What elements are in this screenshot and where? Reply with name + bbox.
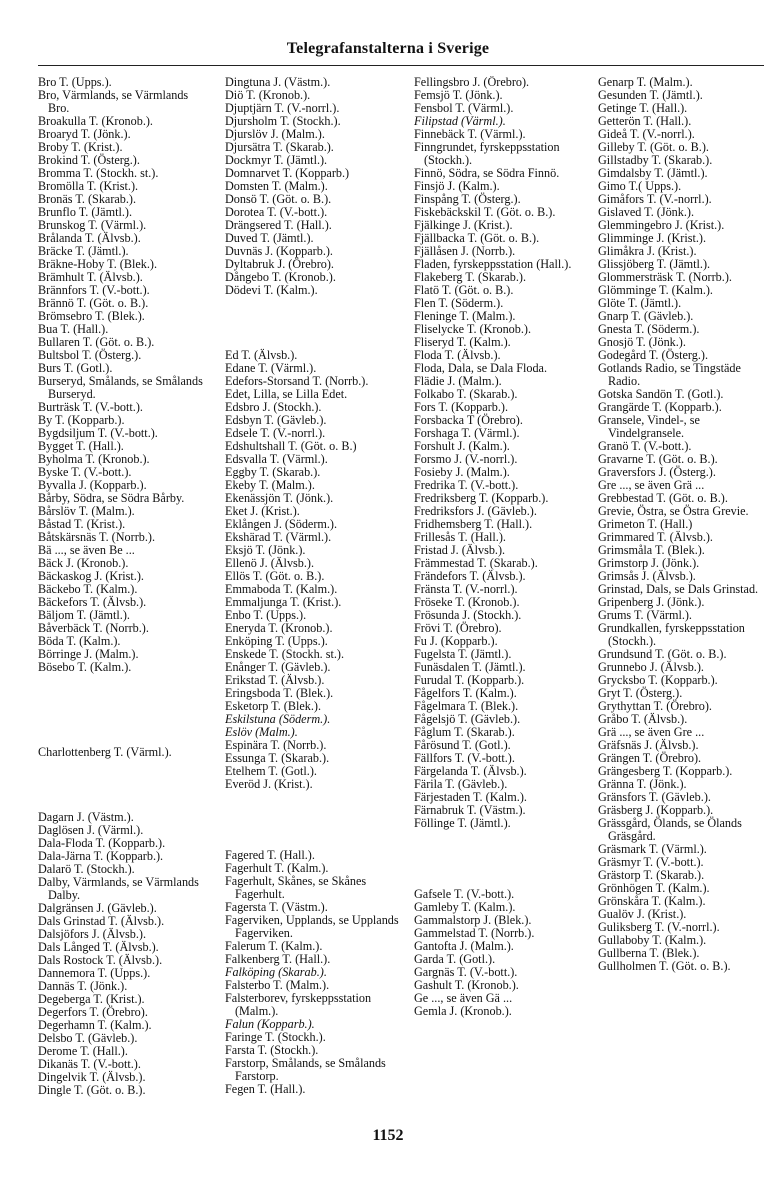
directory-entry: Dikanäs T. (V.-bott.). — [38, 1057, 141, 1071]
directory-entry: Gransele, Vindel-, se Vindelgransele. — [598, 413, 700, 440]
directory-entry: Dångebo T. (Kronob.). — [225, 270, 336, 284]
directory-entry: Fosieby J. (Malm.). — [414, 465, 510, 479]
directory-entry: Bua T. (Hall.). — [38, 322, 109, 336]
directory-entry: Dorotea T. (V.-bott.). — [225, 205, 328, 219]
directory-entry: Fagerviken, Upplands, se Upplands Fagerviken. — [225, 913, 399, 940]
directory-entry: Graversfors J. (Österg.). — [598, 465, 716, 479]
directory-entry: Grimstorp J. (Jönk.). — [598, 556, 700, 570]
directory-entry: Dalby, Värmlands, se Värmlands Dalby. — [38, 875, 199, 902]
directory-entry: Grangärde T. (Kopparb.). — [598, 400, 722, 414]
column-4 — [598, 76, 766, 1156]
directory-entry: Degerfors T. (Örebro). — [38, 1005, 148, 1019]
directory-entry: Fladen, fyrskeppsstation (Hall.). — [414, 257, 572, 271]
directory-entry: Bäljom T. (Jämtl.). — [38, 608, 130, 622]
directory-entry: Glöte T. (Jämtl.). — [598, 296, 682, 310]
page-title: Telegrafanstalterna i Sverige — [286, 40, 490, 57]
directory-entry: Farstorp, Smålands, se Smålands Farstorp. — [225, 1056, 386, 1083]
directory-entry: Bä ..., se även Be ... — [38, 543, 135, 557]
directory-entry: Floda, Dala, se Dala Floda. — [414, 361, 548, 375]
directory-entry: Burs T. (Gotl.). — [38, 361, 113, 375]
directory-entry: Bullaren T. (Göt. o. B.). — [38, 335, 155, 349]
directory-entry: Gre ..., se även Grä ... — [598, 478, 705, 492]
directory-entry: Grunnebo J. (Älvsb.). — [598, 660, 704, 674]
directory-entry: Gilleby T. (Göt. o. B.). — [598, 140, 709, 154]
directory-entry: Båtskärsnäs T. (Norrb.). — [38, 530, 155, 544]
directory-entry: Bro, Värmlands, se Värmlands Bro. — [38, 88, 189, 115]
directory-entry: Brännö T. (Göt. o. B.). — [38, 296, 149, 310]
directory-entry: Gnosjö T. (Jönk.). — [598, 335, 686, 349]
directory-entry: Grängesberg T. (Kopparb.). — [598, 764, 733, 778]
directory-entry: Charlottenberg T. (Värml.). — [38, 745, 172, 759]
directory-entry: Gullberna T. (Blek.). — [598, 946, 700, 960]
directory-entry: Byholma T. (Kronob.). — [38, 452, 150, 466]
directory-entry: Gillstadby T. (Skarab.). — [598, 153, 713, 167]
directory-entry: Båverbäck T. (Norrb.). — [38, 621, 149, 635]
directory-entry: Gråbo T. (Älvsb.). — [598, 712, 688, 726]
directory-entry: Fagered T. (Hall.). — [225, 848, 315, 862]
directory-entry: Fränsta T. (V.-norrl.). — [414, 582, 518, 596]
header-rule — [38, 65, 764, 66]
directory-entry: Gnesta T. (Söderm.). — [598, 322, 700, 336]
directory-entry: Gemla J. (Kronob.). — [414, 1004, 512, 1018]
directory-entry: Grums T. (Värml.). — [598, 608, 692, 622]
directory-entry: Föllinge T. (Jämtl.). — [414, 816, 511, 830]
directory-entry: Domnarvet T. (Kopparb.) — [225, 166, 350, 180]
directory-entry: Duvnäs J. (Kopparb.). — [225, 244, 333, 258]
directory-entry: Gräsberg J. (Kopparb.). — [598, 803, 714, 817]
directory-entry: Fredriksfors J. (Gävleb.). — [414, 504, 537, 518]
directory-entry: Falsterborev, fyrskeppsstation (Malm.). — [225, 991, 372, 1018]
directory-entry: Ekshärad T. (Värml.). — [225, 530, 332, 544]
directory-entry: Fegen T. (Hall.). — [225, 1082, 306, 1096]
directory-entry: Bro T. (Upps.). — [38, 76, 112, 89]
directory-entry: Fårösund T. (Gotl.). — [414, 738, 511, 752]
directory-entry: Dingle T. (Göt. o. B.). — [38, 1083, 146, 1097]
directory-entry: Edsbyn T. (Gävleb.). — [225, 413, 327, 427]
directory-entry: Gafsele T. (V.-bott.). — [414, 887, 515, 901]
directory-entry: Bygdsiljum T. (V.-bott.). — [38, 426, 158, 440]
directory-entry: Delsbo T. (Gävleb.). — [38, 1031, 138, 1045]
directory-entry: Bygget T. (Hall.). — [38, 439, 124, 453]
directory-entry: Edefors-Storsand T. (Norrb.). — [225, 374, 369, 388]
directory-entry: Dannemora T. (Upps.). — [38, 966, 151, 980]
directory-entry: Grä ..., se även Gre ... — [598, 725, 705, 739]
directory-entry: Fellingsbro J. (Örebro). — [414, 76, 530, 89]
directory-entry: Gimåfors T. (V.-norrl.). — [598, 192, 712, 206]
directory-entry: Grästorp T. (Skarab.). — [598, 868, 705, 882]
directory-entry: Dyltabruk J. (Örebro). — [225, 257, 334, 271]
directory-entry: Färnabruk T. (Västm.). — [414, 803, 526, 817]
directory-entry: Eneryda T. (Kronob.). — [225, 621, 333, 635]
directory-entry: Flakeberg T. (Skarab.). — [414, 270, 527, 284]
directory-entry: Bäckefors T. (Älvsb.). — [38, 595, 147, 609]
directory-entry: Eksjö T. (Jönk.). — [225, 543, 306, 557]
directory-entry: Brännfors T. (V.-bott.). — [38, 283, 150, 297]
directory-entry: Bromölla T. (Krist.). — [38, 179, 139, 193]
directory-entry: Floda T. (Älvsb.). — [414, 348, 501, 362]
directory-entry: Gislaved T. (Jönk.). — [598, 205, 695, 219]
directory-entry: Espinära T. (Norrb.). — [225, 738, 327, 752]
directory-entry: Donsö T. (Göt. o. B.). — [225, 192, 332, 206]
directory-entry: Bårslöv T. (Malm.). — [38, 504, 135, 518]
directory-entry: Falerum T. (Kalm.). — [225, 939, 323, 953]
directory-entry: Färjestaden T. (Kalm.). — [414, 790, 527, 804]
directory-entry: Bårby, Södra, se Södra Bårby. — [38, 491, 185, 505]
directory-entry: Grimsås J. (Älvsb.). — [598, 569, 696, 583]
directory-entry: Farsta T. (Stockh.). — [225, 1043, 319, 1057]
directory-entry: Essunga T. (Skarab.). — [225, 751, 330, 765]
directory-entry: Emmaljunga T. (Krist.). — [225, 595, 342, 609]
directory-entry: Dagarn J. (Västm.). — [38, 810, 134, 824]
directory-entry: Frillesås T. (Hall.). — [414, 530, 506, 544]
directory-entry: Eklången J. (Söderm.). — [225, 517, 338, 531]
directory-entry: Brunskog T. (Värml.). — [38, 218, 147, 232]
directory-entry: Grimsmåla T. (Blek.). — [598, 543, 705, 557]
directory-entry: Fåglum T. (Skarab.). — [414, 725, 515, 739]
directory-entry: Fensbol T. (Värml.). — [414, 101, 514, 115]
directory-entry: Fredriksberg T. (Kopparb.). — [414, 491, 549, 505]
directory-entry: Glemmingebro J. (Krist.). — [598, 218, 725, 232]
directory-entry: Djursätra T. (Skarab.). — [225, 140, 334, 154]
directory-entry: Bräkne-Hoby T. (Blek.). — [38, 257, 158, 271]
directory-entry: Brömsebro T. (Blek.). — [38, 309, 145, 323]
directory-entry: Grundkallen, fyrskeppsstation (Stockh.). — [598, 621, 745, 648]
directory-entry: Frösunda J. (Stockh.). — [414, 608, 522, 622]
directory-entry: Dalgränsen J. (Gävleb.). — [38, 901, 157, 915]
directory-entry: Grebbestad T. (Göt. o. B.). — [598, 491, 728, 505]
column-3 — [414, 76, 584, 1156]
directory-entry: Falköping (Skarab.). — [225, 965, 327, 979]
directory-entry: Eggby T. (Skarab.). — [225, 465, 321, 479]
directory-entry: Femsjö T. (Jönk.). — [414, 88, 503, 102]
directory-entry: Bromma T. (Stockh. st.). — [38, 166, 159, 180]
directory-entry: Burträsk T. (V.-bott.). — [38, 400, 143, 414]
directory-entry: Eskilstuna (Söderm.). — [225, 712, 331, 726]
directory-entry: Finsjö J. (Kalm.). — [414, 179, 500, 193]
directory-entry: Fröseke T. (Kronob.). — [414, 595, 520, 609]
directory-entry: Grimeton T. (Hall.) — [598, 517, 693, 531]
directory-entry: Eslöv (Malm.). — [225, 725, 298, 739]
directory-entry: Getterön T. (Hall.). — [598, 114, 692, 128]
directory-entry: Gryt T. (Österg.). — [598, 686, 683, 700]
directory-entry: Dala-Järna T. (Kopparb.). — [38, 849, 164, 863]
page-number: 1152 — [372, 1127, 404, 1144]
directory-entry: Forshult J. (Kalm.). — [414, 439, 510, 453]
directory-entry: Genarp T. (Malm.). — [598, 76, 693, 89]
directory-entry: Fjälkinge J. (Krist.). — [414, 218, 513, 232]
directory-entry: Fagerhult T. (Kalm.). — [225, 861, 329, 875]
directory-entry: Grönhögen T. (Kalm.). — [598, 881, 710, 895]
directory-entry: Broby T. (Krist.). — [38, 140, 123, 154]
directory-entry: Gammalstorp J. (Blek.). — [414, 913, 532, 927]
directory-entry: Enskede T. (Stockh. st.). — [225, 647, 345, 661]
directory-entry: Byvalla J. (Kopparb.). — [38, 478, 147, 492]
column-2 — [225, 76, 400, 1156]
directory-entry: Gimo T.( Upps.). — [598, 179, 682, 193]
directory-entry: Ekenässjön T. (Jönk.). — [225, 491, 334, 505]
directory-entry: Dingelvik T. (Älvsb.). — [38, 1070, 146, 1084]
directory-entry: Finspång T. (Österg.). — [414, 192, 521, 206]
directory-entry: Gräfsnäs J. (Älvsb.). — [598, 738, 699, 752]
directory-entry: Fleninge T. (Malm.). — [414, 309, 516, 323]
directory-entry: Gotska Sandön T. (Gotl.). — [598, 387, 724, 401]
directory-entry: Eringsboda T. (Blek.). — [225, 686, 334, 700]
directory-entry: Fågelfors T. (Kalm.). — [414, 686, 517, 700]
directory-entry: Gashult T. (Kronob.). — [414, 978, 519, 992]
directory-entry: Ekeby T. (Malm.). — [225, 478, 315, 492]
directory-entry: Enbo T. (Upps.). — [225, 608, 307, 622]
directory-entry: Dals Långed T. (Älvsb.). — [38, 940, 159, 954]
directory-entry: Bronäs T. (Skarab.). — [38, 192, 137, 206]
directory-entry: Fagersta T. (Västm.). — [225, 900, 328, 914]
directory-entry: Frändefors T. (Älvsb.). — [414, 569, 526, 583]
directory-entry: Dala-Floda T. (Kopparb.). — [38, 836, 166, 850]
directory-entry: Gullaboby T. (Kalm.). — [598, 933, 707, 947]
directory-entry: Ellenö J. (Älvsb.). — [225, 556, 315, 570]
directory-entry: Falun (Kopparb.). — [225, 1017, 315, 1031]
directory-entry: Finnebäck T. (Värml.). — [414, 127, 526, 141]
directory-entry: Bäck J. (Kronob.). — [38, 556, 129, 570]
directory-entry: Edane T. (Värml.). — [225, 361, 317, 375]
directory-entry: Fu J. (Kopparb.). — [414, 634, 498, 648]
directory-entry: Eket J. (Krist.). — [225, 504, 300, 518]
directory-entry: Ellös T. (Göt. o. B.). — [225, 569, 325, 583]
directory-entry: Dingtuna J. (Västm.). — [225, 76, 331, 89]
directory-entry: Fugelsta T. (Jämtl.). — [414, 647, 512, 661]
directory-entry: Filipstad (Värml.). — [414, 114, 506, 128]
directory-entry: Degerhamn T. (Kalm.). — [38, 1018, 152, 1032]
directory-entry: Esketorp T. (Blek.). — [225, 699, 322, 713]
directory-entry: Finngrundet, fyrskeppsstation (Stockh.). — [414, 140, 560, 167]
directory-entry: Gravarne T. (Göt. o. B.). — [598, 452, 718, 466]
directory-entry: Glimåkra J. (Krist.). — [598, 244, 697, 258]
directory-entry: Båstad T. (Krist.). — [38, 517, 126, 531]
directory-entry: Glimminge J. (Krist.). — [598, 231, 706, 245]
directory-entry: Färila T. (Gävleb.). — [414, 777, 508, 791]
directory-entry: Grevie, Östra, se Östra Grevie. — [598, 504, 749, 518]
directory-entry: Dalsjöfors J. (Älvsb.). — [38, 927, 146, 941]
directory-entry: Grundsund T. (Göt. o. B.). — [598, 647, 727, 661]
directory-entry: Domsten T. (Malm.). — [225, 179, 328, 193]
directory-entry: Gargnäs T. (V.-bott.). — [414, 965, 518, 979]
column-1 — [38, 76, 208, 1156]
directory-entry: Broaryd T. (Jönk.). — [38, 127, 131, 141]
directory-entry: Faringe T. (Stockh.). — [225, 1030, 326, 1044]
directory-entry: Enånger T. (Gävleb.). — [225, 660, 331, 674]
directory-entry: Garda T. (Gotl.). — [414, 952, 496, 966]
directory-entry: Funäsdalen T. (Jämtl.). — [414, 660, 526, 674]
directory-entry: Brokind T. (Österg.). — [38, 153, 140, 167]
directory-entry: Grönskåra T. (Kalm.). — [598, 894, 706, 908]
directory-entry: Brunflo T. (Jämtl.). — [38, 205, 132, 219]
directory-entry: Grässgård, Ölands, se Ölands Gräsgård. — [598, 816, 742, 843]
directory-entry: Forsbacka T (Örebro). — [414, 413, 523, 427]
directory-entry: Gullholmen T. (Göt. o. B.). — [598, 959, 731, 973]
directory-entry: Gripenberg J. (Jönk.). — [598, 595, 705, 609]
directory-entry: Djurslöv J. (Malm.). — [225, 127, 325, 141]
directory-entry: Gimdalsby T. (Jämtl.). — [598, 166, 708, 180]
directory-entry: Flädie J. (Malm.). — [414, 374, 502, 388]
directory-entry: Derome T. (Hall.). — [38, 1044, 128, 1058]
directory-entry: Fiskebäckskil T. (Göt. o. B.). — [414, 205, 556, 219]
directory-entry: Dalarö T. (Stockh.). — [38, 862, 135, 876]
directory-entry: Dals Grinstad T. (Älvsb.). — [38, 914, 165, 928]
directory-entry: Gräsmark T. (Värml.). — [598, 842, 707, 856]
directory-entry: Bäckaskog J. (Krist.). — [38, 569, 144, 583]
directory-entry: Dals Rostock T. (Älvsb.). — [38, 953, 163, 967]
directory-entry: Flatö T. (Göt. o. B.). — [414, 283, 514, 297]
directory-entry: Gantofta J. (Malm.). — [414, 939, 514, 953]
directory-entry: Brämhult T. (Älvsb.). — [38, 270, 143, 284]
directory-entry: Fagerhult, Skånes, se Skånes Fagerhult. — [225, 874, 367, 901]
directory-entry: Etelhem T. (Gotl.). — [225, 764, 317, 778]
directory-entry: Fors T. (Kopparb.). — [414, 400, 508, 414]
directory-entry: Everöd J. (Krist.). — [225, 777, 313, 791]
directory-entry: Börringe J. (Malm.). — [38, 647, 139, 661]
directory-entry: Fristad J. (Älvsb.). — [414, 543, 506, 557]
directory-entry: Fågelmara T. (Blek.). — [414, 699, 519, 713]
directory-entry: Edet, Lilla, se Lilla Edet. — [225, 387, 348, 401]
directory-entry: By T. (Kopparb.). — [38, 413, 125, 427]
directory-entry: Dannäs T. (Jönk.). — [38, 979, 128, 993]
directory-entry: Gamleby T. (Kalm.). — [414, 900, 516, 914]
directory-entry: Diö T. (Kronob.). — [225, 88, 311, 102]
directory-entry: Grinstad, Dals, se Dals Grinstad. — [598, 582, 759, 596]
directory-entry: Gnarp T. (Gävleb.). — [598, 309, 694, 323]
directory-entry: Edsele T. (V.-norrl.). — [225, 426, 326, 440]
directory-entry: Furudal T. (Kopparb.). — [414, 673, 525, 687]
directory-entry: Fliseryd T. (Kalm.). — [414, 335, 511, 349]
directory-entry: Djuptjärn T. (V.-norrl.). — [225, 101, 340, 115]
directory-entry: Fredrika T. (V.-bott.). — [414, 478, 519, 492]
directory-entry: Burseryd, Smålands, se Smålands Burseryd. — [38, 374, 203, 401]
directory-entry: Fjällåsen J. (Norrb.). — [414, 244, 516, 258]
directory-entry: Forsmo J. (V.-norrl.). — [414, 452, 518, 466]
directory-entry: Gideå T. (V.-norrl.). — [598, 127, 695, 141]
directory-entry: Gränna T. (Jönk.). — [598, 777, 687, 791]
directory-entry: Gränsfors T. (Gävleb.). — [598, 790, 711, 804]
directory-entry: Emmaboda T. (Kalm.). — [225, 582, 338, 596]
directory-entry: Dödevi T. (Kalm.). — [225, 283, 318, 297]
directory-entry: Duved T. (Jämtl.). — [225, 231, 314, 245]
directory-entry: Bräcke T. (Jämtl.). — [38, 244, 129, 258]
directory-entry: Gualöv J. (Krist.). — [598, 907, 687, 921]
directory-entry: Granö T. (V.-bott.). — [598, 439, 692, 453]
directory-entry: Bäckebo T. (Kalm.). — [38, 582, 138, 596]
directory-entry: Böda T. (Kalm.). — [38, 634, 121, 648]
directory-entry: Frövi T. (Örebro). — [414, 621, 502, 635]
directory-entry: Glommersträsk T. (Norrb.). — [598, 270, 732, 284]
directory-entry: Fällfors T. (V.-bott.). — [414, 751, 515, 765]
directory-entry: Forshaga T. (Värml.). — [414, 426, 520, 440]
directory-entry: Enköping T. (Upps.). — [225, 634, 328, 648]
directory-entry: Främmestad T. (Skarab.). — [414, 556, 538, 570]
directory-entry: Brålanda T. (Älvsb.). — [38, 231, 141, 245]
directory-entry: Edsbro J. (Stockh.). — [225, 400, 322, 414]
directory-entry: Gesunden T. (Jämtl.). — [598, 88, 703, 102]
directory-entry: Guliksberg T. (V.-norrl.). — [598, 920, 720, 934]
directory-entry: Glömminge T. (Kalm.). — [598, 283, 713, 297]
directory-entry: Drängsered T. (Hall.). — [225, 218, 332, 232]
directory-entry: Gräsmyr T. (V.-bott.). — [598, 855, 704, 869]
directory-entry: Gammelstad T. (Norrb.). — [414, 926, 535, 940]
directory-entry: Degeberga T. (Krist.). — [38, 992, 145, 1006]
directory-entry: Glissjöberg T. (Jämtl.). — [598, 257, 711, 271]
directory-entry: Folkabo T. (Skarab.). — [414, 387, 518, 401]
directory-entry: Getinge T. (Hall.). — [598, 101, 688, 115]
directory-entry: Färgelanda T. (Älvsb.). — [414, 764, 527, 778]
directory-entry: Bultsbol T. (Österg.). — [38, 348, 142, 362]
directory-entry: Gotlands Radio, se Tingstäde Radio. — [598, 361, 741, 388]
directory-entry: Bösebo T. (Kalm.). — [38, 660, 132, 674]
directory-entry: Ge ..., se även Gä ... — [414, 991, 513, 1005]
directory-entry: Flen T. (Söderm.). — [414, 296, 504, 310]
directory-entry: Djursholm T. (Stockh.). — [225, 114, 341, 128]
directory-entry: Fågelsjö T. (Gävleb.). — [414, 712, 521, 726]
directory-entry: Erikstad T. (Älvsb.). — [225, 673, 325, 687]
directory-entry: Grycksbo T. (Kopparb.). — [598, 673, 718, 687]
directory-entry: Daglösen J. (Värml.). — [38, 823, 144, 837]
directory-entry: Falsterbo T. (Malm.). — [225, 978, 330, 992]
directory-entry: Fliselycke T. (Kronob.). — [414, 322, 532, 336]
directory-entry: Edsvalla T. (Värml.). — [225, 452, 328, 466]
directory-entry: Ed T. (Älvsb.). — [225, 348, 298, 362]
directory-entry: Fridhemsberg T. (Hall.). — [414, 517, 533, 531]
directory-entry: Finnö, Södra, se Södra Finnö. — [414, 166, 560, 180]
directory-entry: Godegård T. (Österg.). — [598, 348, 708, 362]
directory-entry: Fjällbacka T. (Göt. o. B.). — [414, 231, 540, 245]
directory-entry: Dockmyr T. (Jämtl.). — [225, 153, 328, 167]
directory-entry: Broakulla T. (Kronob.). — [38, 114, 153, 128]
directory-entry: Grängen T. (Örebro). — [598, 751, 702, 765]
directory-entry: Grythyttan T. (Örebro). — [598, 699, 712, 713]
directory-entry: Edshultshall T. (Göt. o. B.) — [225, 439, 357, 453]
directory-entry: Grimmared T. (Älvsb.). — [598, 530, 713, 544]
directory-entry: Byske T. (V.-bott.). — [38, 465, 132, 479]
directory-entry: Falkenberg T. (Hall.). — [225, 952, 331, 966]
